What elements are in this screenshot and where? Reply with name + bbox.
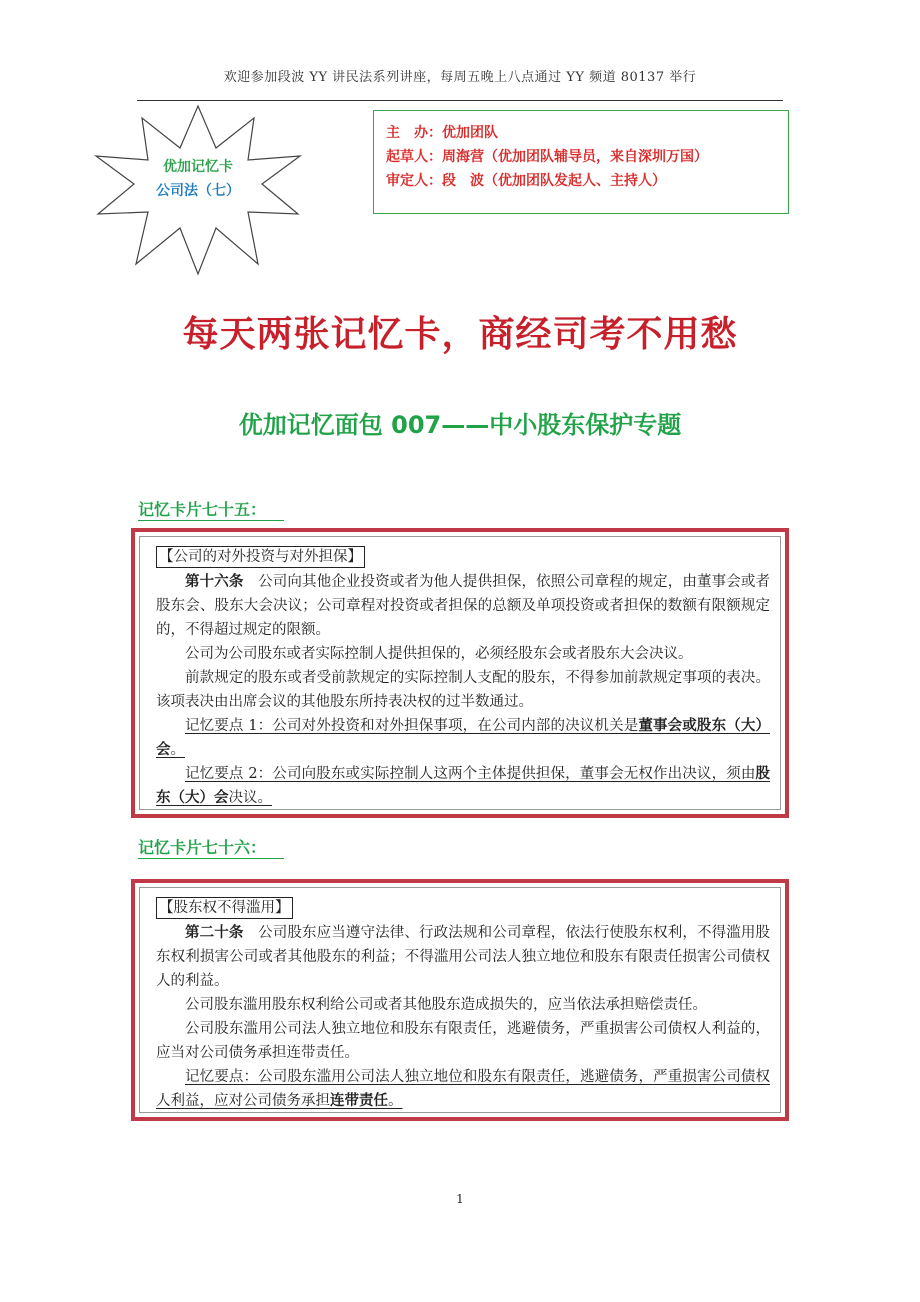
host-line: 主 办：优加团队 bbox=[386, 125, 498, 141]
memory-point-1 bbox=[156, 714, 770, 762]
article-paragraph bbox=[156, 921, 770, 993]
memory-point-end: 决议。 bbox=[228, 790, 272, 806]
card-content bbox=[139, 536, 781, 810]
organizer-box bbox=[373, 110, 789, 214]
sub-title: 优加记忆面包 007——中小股东保护专题 bbox=[238, 411, 682, 439]
card-content bbox=[139, 887, 781, 1113]
article-paragraph bbox=[156, 570, 770, 642]
memory-point-keyword: 董事会或股东（大）会 bbox=[156, 717, 770, 758]
drafter-line: 起草人：周海营（优加团队辅导员，来自深圳万国） bbox=[386, 149, 708, 165]
memory-card-75 bbox=[131, 528, 789, 818]
memory-card-76 bbox=[131, 879, 789, 1121]
memory-point-end: 。 bbox=[170, 742, 185, 758]
memory-point-keyword: 连带责任 bbox=[330, 1092, 388, 1109]
article-text: 公司向其他企业投资或者为他人提供担保，依照公司章程的规定，由董事会或者股东会、股东大会决议；公司章程对投资或者担保的总额及单项投资或者担保的数额有限额规定的，不得超过规定的限额。 bbox=[156, 574, 770, 638]
page-number: 1 bbox=[456, 1192, 464, 1206]
memory-point-text: 记忆要点：公司股东滥用公司法人独立地位和股东有限责任，逃避债务，严重损害公司债权人利益，应对公司债务承担 bbox=[156, 1069, 770, 1109]
memory-point-text: 记忆要点 2：公司向股东或实际控制人这两个主体提供担保，董事会无权作出决议，须由 bbox=[185, 766, 756, 782]
badge-starburst bbox=[92, 104, 304, 276]
badge-subtitle: 公司法（七） bbox=[156, 183, 240, 199]
memory-point-keyword: 股东（大）会 bbox=[156, 765, 770, 806]
memory-point-2 bbox=[156, 762, 770, 810]
memory-point-end: 。 bbox=[388, 1093, 403, 1109]
card-topic-tag: 【公司的对外投资与对外担保】 bbox=[156, 546, 365, 568]
article-paragraph-3: 前款规定的股东或者受前款规定的实际控制人支配的股东，不得参加前款规定事项的表决。该项表决由出席会议的其他股东所持表决权的过半数通过。 bbox=[156, 670, 770, 710]
card-label-75: 记忆卡片七十五： bbox=[138, 500, 284, 521]
reviewer-line: 审定人：段 波（优加团队发起人、主持人） bbox=[386, 173, 666, 189]
header-divider bbox=[137, 100, 783, 101]
article-paragraph-2: 公司股东滥用股东权利给公司或者其他股东造成损失的，应当依法承担赔偿责任。 bbox=[185, 997, 707, 1013]
card-label-76: 记忆卡片七十六： bbox=[138, 838, 284, 859]
badge-title: 优加记忆卡 bbox=[163, 159, 233, 175]
card-topic-tag: 【股东权不得滥用】 bbox=[156, 897, 293, 919]
article-text: 公司股东应当遵守法律、行政法规和公司章程，依法行使股东权利，不得滥用股东权利损害公司或者其他股东的利益；不得滥用公司法人独立地位和股东有限责任损害公司债权人的利益。 bbox=[156, 925, 770, 989]
article-number: 第十六条 bbox=[185, 573, 244, 590]
article-paragraph-3: 公司股东滥用公司法人独立地位和股东有限责任，逃避债务，严重损害公司债权人利益的，应当对公司债务承担连带责任。 bbox=[156, 1021, 770, 1061]
article-paragraph-2: 公司为公司股东或者实际控制人提供担保的，必须经股东会或者股东大会决议。 bbox=[185, 646, 693, 662]
article-number: 第二十条 bbox=[185, 924, 244, 941]
memory-point-1 bbox=[156, 1065, 770, 1113]
main-title: 每天两张记忆卡，商经司考不用愁 bbox=[182, 314, 738, 355]
header-banner: 欢迎参加段波 YY 讲民法系列讲座，每周五晚上八点通过 YY 频道 80137 举行 bbox=[223, 70, 697, 85]
memory-point-text: 记忆要点 1：公司对外投资和对外担保事项，在公司内部的决议机关是 bbox=[185, 718, 639, 734]
